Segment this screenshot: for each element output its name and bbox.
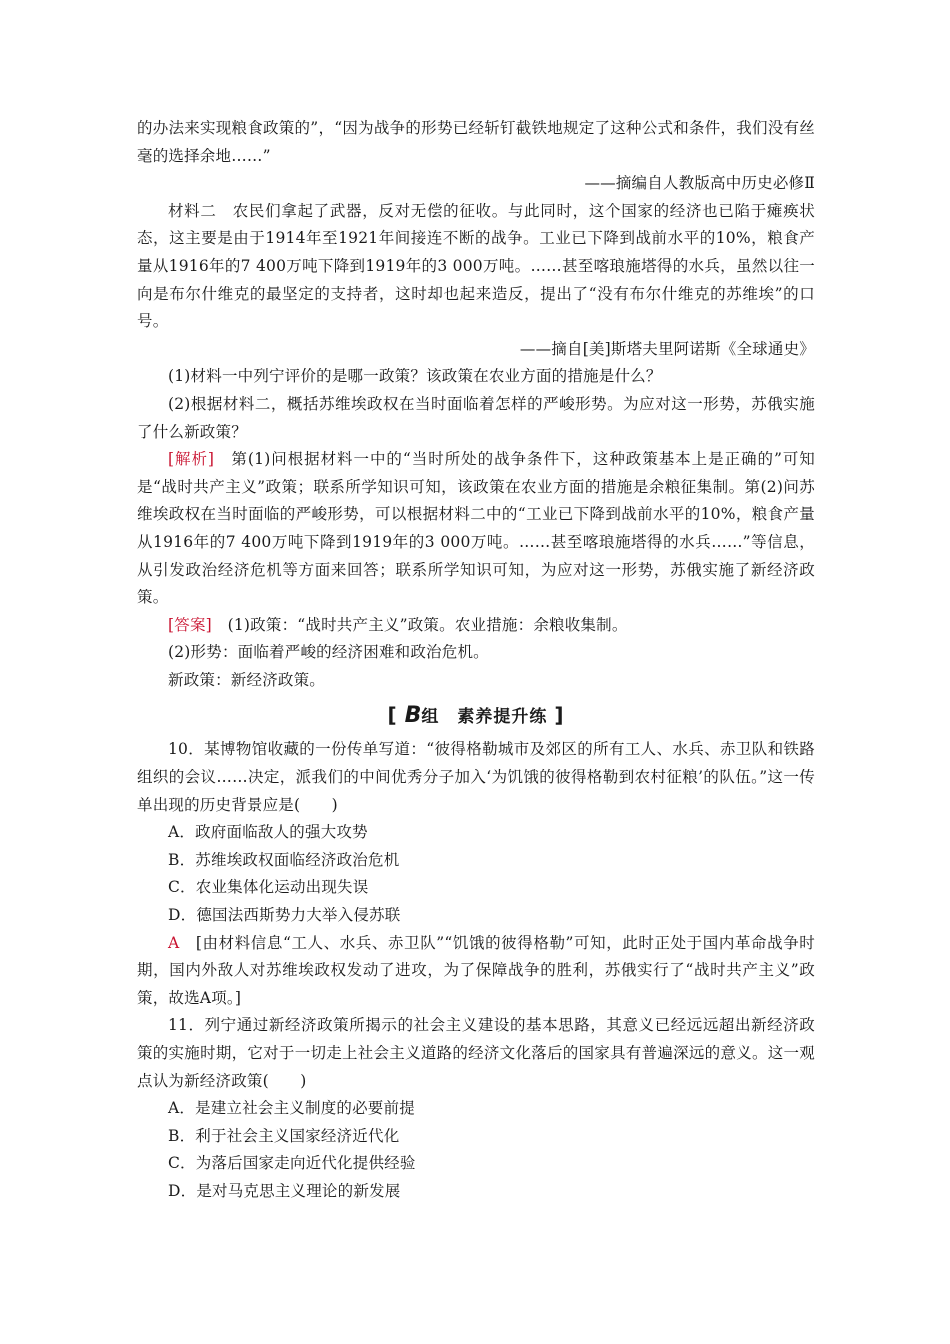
question-11-option-b: B．利于社会主义国家经济近代化: [168, 1126, 400, 1145]
section-letter: B: [404, 703, 422, 729]
question-11-option-d: D．是对马克思主义理论的新发展: [168, 1181, 401, 1200]
answer-tag: [答案]: [168, 615, 212, 634]
question-10-stem: 10．某博物馆收藏的一份传单写道：“彼得格勒城市及郊区的所有工人、水兵、赤卫队和铁路组织的会议……决定，派我们的中间优秀分子加入‘为饥饿的彼得格勒到农村征粮’的队伍。”这一传单出现的历史背景应是( ): [137, 740, 815, 814]
question-11-option-a: A．是建立社会主义制度的必要前提: [168, 1099, 415, 1118]
question-10-explanation-text: [由材料信息“工人、水兵、赤卫队”“饥饿的彼得格勒”可知，此时正处于国内革命战争时期，国内外敌人对苏维埃政权发动了进攻，为了保障战争的胜利，苏俄实行了“战时共产主义”政策，故选A项。]: [137, 933, 815, 1007]
analysis-paragraph: [137, 446, 815, 612]
section-bracket-open: [: [387, 703, 398, 728]
section-heading: [137, 700, 815, 732]
answer-line-3: 新政策：新经济政策。: [168, 670, 326, 689]
analysis-text: 第(1)问根据材料一中的“当时所处的战争条件下，这种政策基本上是正确的”可知是“战时共产主义”政策；联系所学知识可知，该政策在农业方面的措施是余粮征集制。第(2)问苏维埃政权在当时面临的严峻形势，可以根据材料二中的“工业已下降到战前水平的10%，粮食产量从1916年的7 400万吨下降到1919年的3 000万吨。……甚至喀琅施塔得的水兵……”等信息，从引发政治经济危机等方面来回答；联系所学知识可知，为应对这一形势，苏俄实施了新经济政策。: [137, 450, 815, 607]
question-11-option-c: C．为落后国家走向近代化提供经验: [168, 1154, 416, 1173]
question-9-part-2: (2)根据材料二，概括苏维埃政权在当时面临着怎样的严峻形势。为应对这一形势，苏俄实施了什么新政策？: [137, 394, 815, 441]
analysis-tag: [解析]: [168, 450, 215, 469]
answer-line-2: (2)形势：面临着严峻的经济困难和政治危机。: [168, 643, 489, 662]
question-10-option-b: B．苏维埃政权面临经济政治危机: [168, 850, 400, 869]
material1-source: ——摘编自人教版高中历史必修Ⅱ: [584, 174, 815, 193]
material2-source: ——摘自[美]斯塔夫里阿诺斯《全球通史》: [519, 339, 815, 358]
material1-continuation: 的办法来实现粮食政策的”，“因为战争的形势已经斩钉截铁地规定了这种公式和条件，我们没有丝毫的选择余地……”: [137, 119, 815, 165]
question-10-option-a: A．政府面临敌人的强大攻势: [168, 823, 368, 842]
material2-paragraph: 材料二 农民们拿起了武器，反对无偿的征收。与此同时，这个国家的经济也已陷于瘫痪状态，这主要是由于1914年至1921年间接连不断的战争。工业已下降到战前水平的10%，粮食产量从1916年的7 400万吨下降到1919年的3 000万吨。……甚至喀琅施塔得的水兵，虽然以往一向是布尔什维克的最坚定的支持者，这时却也起来造反，提出了“没有布尔什维克的苏维埃”的口号。: [137, 201, 815, 331]
question-10-option-c: C．农业集体化运动出现失误: [168, 878, 369, 897]
section-title-text: 组 素养提升练: [421, 707, 548, 728]
answer-line-1: [137, 612, 815, 640]
document-page: [137, 115, 815, 1206]
question-11-stem: 11．列宁通过新经济政策所揭示的社会主义建设的基本思路，其意义已经远远超出新经济政策的实施时期，它对于一切走上社会主义道路的经济文化落后的国家具有普遍深远的意义。这一观点认为新经济政策( ): [137, 1016, 815, 1090]
question-9-part-1: (1)材料一中列宁评价的是哪一政策？该政策在农业方面的措施是什么？: [168, 367, 662, 386]
question-10-explanation: [137, 930, 815, 1013]
answer-text-1: (1)政策：“战时共产主义”政策。农业措施：余粮收集制。: [227, 615, 628, 634]
question-10-option-d: D．德国法西斯势力大举入侵苏联: [168, 906, 401, 925]
section-bracket-close: ]: [554, 703, 565, 728]
question-10-answer: A: [168, 933, 180, 952]
